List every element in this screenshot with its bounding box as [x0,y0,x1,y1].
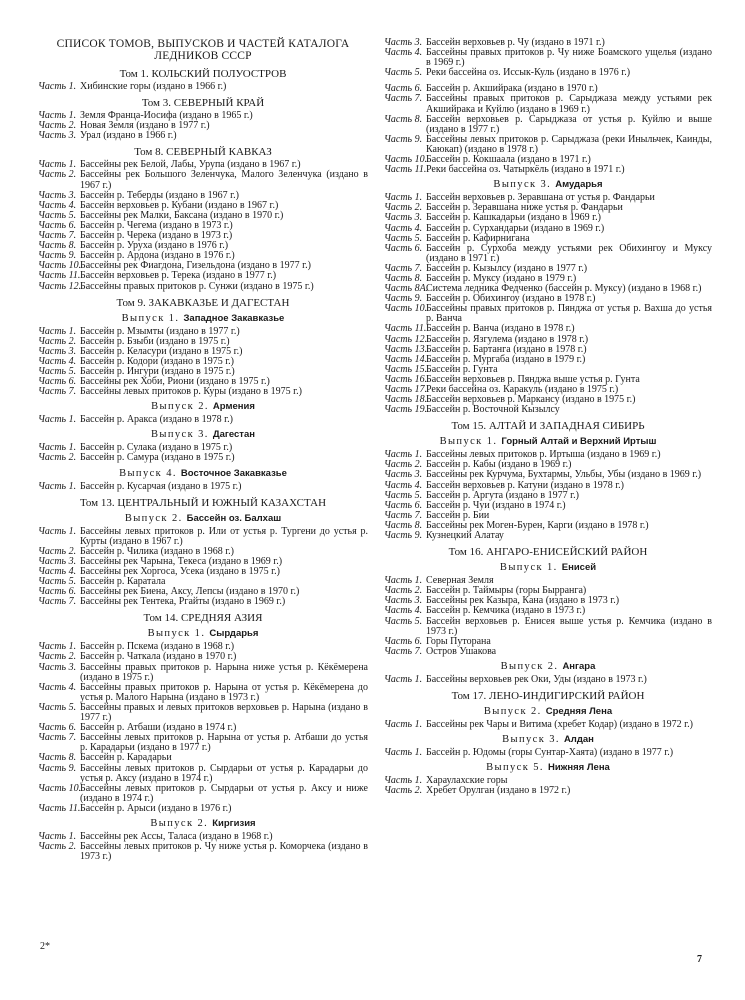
part-label: Часть 3. [384,595,423,607]
issue-name: Дагестан [212,429,255,441]
volume-heading: Том 17. ЛЕНО-ИНДИГИРСКИЙ РАЙОН [451,689,645,702]
part-text: Бассейн р. Восточной Кызылсу [426,404,560,416]
part-text: Бассейны левых притоков р. Или от устья р. Тургени до устья р. Курты (издано в 1967 г.) [80,525,368,547]
volume-heading: Том 8. СЕВЕРНЫЙ КАВКАЗ [134,146,272,159]
part-label: Часть 7. [384,509,423,521]
volume-section [384,546,712,685]
part-text: Бассейн р. Кемчика (издано в 1973 г.) [426,605,586,617]
part-text: Бассейн р. Гунта [426,363,498,375]
part-text: Бассейны рек Курчума, Бухтармы, Ульбы, Убы (издано в 1969 г.) [426,469,702,481]
part-text: Бассейн верховьев р. Кубани (издано в 1967 г.) [80,199,279,211]
volume-heading: Том 1. КОЛЬСКИЙ ПОЛУОСТРОВ [119,68,287,80]
issue-name: Нижняя Лена [547,762,610,774]
part-label: Часть 16. [384,373,428,385]
issue-heading [38,818,368,830]
part-label: Часть 3. [38,130,77,142]
issue-heading [384,562,712,574]
part-text: Земля Франца-Иосифа (издано в 1965 г.) [80,110,253,122]
part-entry [384,647,712,657]
part-label: Часть 12. [384,333,428,345]
part-label: Часть 2. [384,585,423,597]
part-label: Часть 9. [384,293,423,305]
part-text: Бассейны левых притоков р. Нарына от устья р. Атбаши до устья р. Карадарьи (издано в 1977 г.) [80,732,368,754]
issue-heading [384,706,712,718]
part-entry [38,804,368,814]
part-label: Часть 8А. [384,283,429,295]
part-text: Бассейн р. Каратала [80,576,166,588]
issue-name: Средняя Лена [545,705,613,717]
part-label: Часть 11. [384,164,427,176]
part-text: Бассейн р. Ингури (издано в 1975 г.) [80,365,235,377]
part-entry [38,764,368,784]
part-label: Часть 4. [384,47,423,59]
part-text: Бассейны рек Тентека, Ргайты (издано в 1969 г.) [80,596,286,608]
volume-heading: Том 3. СЕВЕРНЫЙ КРАЙ [141,97,265,110]
part-label: Часть 1. [384,192,423,204]
part-entry [38,82,368,92]
part-label: Часть 4. [384,479,423,491]
part-label: Часть 1. [38,641,77,653]
part-label: Часть 7. [384,93,423,105]
part-label: Часть 10. [384,154,428,166]
part-text: Бассейн р. Сурхоба между устьями рек Обихингоу и Муксу (издано в 1971 г.) [426,242,712,264]
part-text: Бассейн р. Сурхандарьи (издано в 1969 г.) [426,222,605,234]
part-label: Часть 1. [384,673,423,685]
part-label: Часть 6. [38,586,77,598]
part-label: Часть 1. [38,480,77,492]
part-label: Часть 3. [384,469,423,481]
issue-heading [38,313,368,325]
part-text: Бассейны рек Моген-Бурен, Карги (издано в 1978 г.) [426,519,649,531]
part-text: Бассейн р. Бии [426,509,490,521]
issue-name: Амударья [555,179,603,191]
part-text: Горы Путорана [426,635,491,647]
issue-number: Выпуск 1. [439,436,498,448]
part-label: Часть 4. [38,681,77,693]
part-label: Часть 1. [384,575,423,587]
issue-heading [38,429,368,441]
part-text: Бассейны правых притоков р. Нарына от устья р. Кёкёмерена до устья р. Малого Нарына (издано в 1973 г.) [80,681,368,703]
part-text: Бассейны левых притоков р. Сарыджаза (реки Иныльчек, Каинды, Каюкап) (издано в 1978 г.) [426,133,712,155]
part-text: Бассейн р. Юдомы (горы Сунтар-Хаята) (издано в 1977 г.) [426,747,674,759]
issue-number: Выпуск 2. [483,705,542,717]
part-entry [384,244,712,264]
part-label: Часть 8. [384,113,423,125]
part-label: Часть 5. [384,232,423,244]
part-label: Часть 2. [384,202,423,214]
part-entry [38,131,368,141]
part-text: Бассейн р. Арыси (издано в 1976 г.) [80,802,232,814]
part-label: Часть 2. [38,651,77,663]
part-label: Часть 1. [384,747,423,759]
part-label: Часть 5. [384,489,423,501]
part-text: Бассейн р. Теберды (издано в 1967 г.) [80,189,239,201]
part-text: Бассейны рек Ассы, Таласа (издано в 1968 г.) [80,830,273,842]
part-text: Бассейны правых притоков р. Сунжи (издано в 1975 г.) [80,280,314,292]
part-label: Часть 14. [384,353,428,365]
part-entry [38,663,368,683]
part-text: Бассейн р. Ардона (издано в 1976 г.) [80,250,235,262]
issue-number: Выпуск 3. [493,179,552,191]
part-label: Часть 6. [38,376,77,388]
part-label: Часть 4. [384,605,423,617]
part-text: Бассейн р. Язгулема (издано в 1978 г.) [426,333,589,345]
part-text: Остров Ушакова [426,645,497,657]
part-text: Бассейн р. Ванча (издано в 1978 г.) [426,323,575,335]
part-label: Часть 2. [38,841,77,853]
part-label: Часть 3. [38,555,77,567]
part-label: Часть 19. [384,404,428,416]
volume-heading: Том 16. АНГАРО-ЕНИСЕЙСКИЙ РАЙОН [448,546,648,559]
part-entry [384,748,712,758]
part-text: Бассейн р. Акшийрака (издано в 1970 г.) [426,83,598,95]
part-text: Бассейны рек Большого Зеленчука, Малого Зеленчука (издано в 1967 г.) [80,169,368,191]
part-label: Часть 8. [384,519,423,531]
part-text: Бассейн р. Аракса (издано в 1978 г.) [80,414,233,426]
part-text: Бассейн р. Чилика (издано в 1968 г.) [80,545,235,557]
part-entry [384,135,712,155]
volume-section [38,297,368,492]
part-text: Бассейн верховьев р. Чу (издано в 1971 г.) [426,37,605,48]
volume-heading: Том 13. ЦЕНТРАЛЬНЫЙ И ЮЖНЫЙ КАЗАХСТАН [79,496,327,509]
part-label: Часть 5. [38,365,77,377]
part-label: Часть 1. [38,830,77,842]
part-text: Бассейн р. Мургаба (издано в 1979 г.) [426,353,586,365]
part-label: Часть 9. [38,250,77,262]
part-label: Часть 2. [384,459,423,471]
part-text: Бассейны левых притоков р. Сырдарьи от устья р. Карадарьи до устья р. Аксу (издано в 1974 г.) [80,762,368,784]
part-label: Часть 6. [384,499,423,511]
issue-name: Алдан [563,734,594,746]
part-label: Часть 7. [38,596,77,608]
part-text: Бассейны рек Чарына, Текеса (издано в 1969 г.) [80,555,283,567]
issue-number: Выпуск 1. [147,628,206,640]
part-text: Бассейн р. Аргута (издано в 1977 г.) [426,489,579,501]
issue-number: Выпуск 5. [486,762,544,774]
part-label: Часть 6. [38,219,77,231]
part-entry [384,531,712,541]
part-label: Часть 4. [384,222,423,234]
part-label: Часть 5. [38,209,77,221]
issue-number: Выпуск 2. [150,817,209,829]
issue-number: Выпуск 2. [124,512,183,524]
part-text: Бассейн р. Кызылсу (издано в 1977 г.) [426,262,588,274]
part-text: Система ледника Федченко (бассейн р. Муксу) (издано в 1968 г.) [426,283,702,295]
part-entry [38,415,368,425]
part-entry [384,94,712,114]
part-text: Бассейн р. Уруха (издано в 1976 г.) [80,240,229,252]
part-text: Бассейн р. Кусарчая (издано в 1975 г.) [80,480,242,492]
part-entry [38,683,368,703]
part-text: Бассейн р. Черека (издано в 1973 г.) [80,230,233,242]
part-text: Бассейн р. Бзыби (издано в 1975 г.) [80,335,230,347]
part-text: Бассейн верховьев р. Пянджа выше устья р. Гунта [426,373,640,385]
part-label: Часть 1. [38,81,77,92]
part-text: Бассейны правых притоков р. Сарыджаза между устьями рек Акшийрака и Куйлю (издано в 1969 г.) [426,93,712,115]
part-entry [384,675,712,685]
part-label: Часть 9. [38,762,77,774]
part-label: Часть 11. [38,802,81,814]
part-text: Новая Земля (издано в 1977 г.) [80,120,210,132]
part-text: Бассейны левых притоков р. Сырдарьи от устья р. Аксу и ниже (издано в 1974 г.) [80,782,368,804]
part-label: Часть 8. [384,272,423,284]
part-entry [38,282,368,292]
issue-heading [38,401,368,413]
part-text: Северная Земля [426,575,494,587]
part-label: Часть 7. [384,262,423,274]
part-entry [384,165,712,175]
issue-heading [384,436,712,448]
part-text: Бассейн верховьев р. Енисея выше устья р. Кемчика (издано в 1973 г.) [426,615,712,637]
part-text: Бассейн р. Кабы (издано в 1969 г.) [426,459,572,471]
part-label: Часть 1. [38,159,77,171]
part-text: Бассейн верховьев р. Терека (издано в 1977 г.) [80,270,277,282]
part-entry [384,786,712,796]
part-label: Часть 1. [384,718,423,730]
part-text: Бассейн р. Келасури (издано в 1975 г.) [80,345,243,357]
issue-name: Бассейн оз. Балхаш [186,512,282,524]
part-text: Бассейн р. Чегема (издано в 1973 г.) [80,219,233,231]
issue-heading [384,762,712,774]
volume-heading: Том 15. АЛТАЙ И ЗАПАДНАЯ СИБИРЬ [451,420,645,433]
part-entry [38,482,368,492]
issue-number: Выпуск 1. [121,312,180,324]
part-text: Хараулахские горы [426,775,508,787]
part-text: Бассейны правых притоков р. Пянджа от устья р. Вахша до устья р. Ванча [426,303,712,325]
issue-name: Западное Закавказье [183,312,285,324]
part-label: Часть 10. [384,303,428,315]
part-text: Бассейны левых притоков р. Иртыша (издано в 1969 г.) [426,449,661,461]
part-label: Часть 10. [38,782,82,794]
part-label: Часть 10. [38,260,82,272]
volume-section [384,38,712,415]
part-label: Часть 7. [38,386,77,398]
issue-number: Выпуск 3. [502,734,560,746]
part-label: Часть 13. [384,343,428,355]
issue-heading [384,179,712,191]
part-label: Часть 5. [384,615,423,627]
part-label: Часть 7. [384,645,423,657]
part-label: Часть 5. [38,701,77,713]
issue-number: Выпуск 1. [499,562,558,574]
part-text: Бассейн р. Бартанга (издано в 1978 г.) [426,343,587,355]
part-entry [38,733,368,753]
part-text: Бассейны рек Хоргоса, Усека (издано в 1975 г.) [80,566,280,577]
part-text: Бассейны правых и левых притоков верховьев р. Нарына (издано в 1977 г.) [80,701,368,724]
part-label: Часть 4. [38,355,77,367]
part-label: Часть 12. [38,280,82,292]
issue-name: Киргизия [212,817,256,829]
left-column [38,38,368,862]
part-label: Часть 17. [384,384,428,395]
part-label: Часть 3. [38,189,77,201]
part-label: Часть 11. [38,270,81,282]
right-column-body [384,38,712,796]
issue-name: Восточное Закавказье [180,467,287,479]
part-text: Бассейн р. Сулака (издано в 1975 г.) [80,442,233,454]
part-label: Часть 8. [38,752,77,764]
part-label: Часть 2. [38,120,77,132]
part-label: Часть 7. [38,732,77,744]
issue-number: Выпуск 3. [151,429,209,441]
part-entry [384,68,712,78]
part-text: Реки бассейна оз. Иссык-Куль (издано в 1976 г.) [426,67,631,79]
part-entry [384,304,712,324]
part-text: Бассейн верховьев р. Зеравшана от устья р. Фандарьи [426,192,655,204]
issue-heading [384,661,712,673]
volume-heading: Том 14. СРЕДНЯЯ АЗИЯ [143,612,263,625]
part-entry [384,115,712,135]
part-label: Часть 6. [384,83,423,95]
part-text: Бассейн р. Таймыры (горы Бырранга) [426,585,587,597]
volume-section [38,97,368,141]
part-label: Часть 9. [384,530,423,542]
part-label: Часть 5. [384,67,423,79]
part-text: Бассейн верховьев р. Катуни (издано в 1978 г.) [426,479,624,491]
part-label: Часть 4. [38,566,77,577]
part-label: Часть 18. [384,394,428,406]
issue-number: Выпуск 4. [119,467,177,479]
issue-name: Армения [212,401,255,413]
part-label: Часть 2. [38,452,77,464]
part-text: Бассейн верховьев р. Маркансу (издано в 1975 г.) [426,394,636,406]
part-text: Бассейн р. Самура (издано в 1975 г.) [80,452,235,464]
volume-section [38,612,368,862]
right-column [384,38,712,796]
part-text: Хибинские горы (издано в 1966 г.) [80,81,227,92]
part-text: Бассейн р. Обихингоу (издано в 1978 г.) [426,293,596,305]
part-entry [38,387,368,397]
part-entry [384,405,712,415]
part-label: Часть 5. [38,576,77,588]
part-text: Бассейн р. Кашкадарьи (издано в 1969 г.) [426,212,601,224]
part-text: Бассейны левых притоков р. Чу ниже устья р. Коморчека (издано в 1973 г.) [80,841,368,863]
page-title: СПИСОК ТОМОВ, ВЫПУСКОВ И ЧАСТЕЙ КАТАЛОГА ЛЕДНИКОВ СССР [56,38,350,62]
issue-number: Выпуск 2. [151,401,209,413]
part-text: Бассейн р. Пскема (издано в 1968 г.) [80,641,235,653]
part-text: Бассейн р. Кокшаала (издано в 1971 г.) [426,154,591,166]
part-label: Часть 1. [384,449,423,461]
part-entry [384,617,712,637]
part-text: Реки бассейна оз. Чатыркёль (издано в 1971 г.) [426,164,625,176]
part-text: Бассейн р. Атбаши (издано в 1974 г.) [80,722,237,734]
part-text: Бассейны рек Чары и Витима (хребет Кодар) (издано в 1972 г.) [426,718,693,730]
issue-heading [38,468,368,480]
part-label: Часть 3. [38,345,77,357]
part-text: Бассейны правых притоков р. Чу ниже Боамского ущелья (издано в 1969 г.) [426,47,712,69]
part-text: Бассейн верховьев р. Сарыджаза от устья р. Куйлю и выше (издано в 1977 г.) [426,113,712,135]
part-label: Часть 1. [38,325,77,337]
part-entry [384,720,712,730]
part-label: Часть 6. [384,242,423,254]
part-label: Часть 11. [384,323,427,335]
part-entry [38,597,368,607]
part-entry [38,842,368,862]
part-text: Реки бассейна оз. Каракуль (издано в 1975 г.) [426,384,619,395]
part-label: Часть 2. [38,169,77,181]
part-label: Часть 9. [384,133,423,145]
part-text: Бассейны рек Биена, Аксу, Лепсы (издано в 1970 г.) [80,586,300,598]
issue-name: Ангара [562,660,596,672]
part-text: Бассейн р. Кодори (издано в 1975 г.) [80,355,234,367]
part-text: Хребет Орулган (издано в 1972 г.) [426,785,571,797]
part-label: Часть 4. [38,199,77,211]
volume-section [38,68,368,92]
part-entry [38,170,368,190]
part-text: Бассейны рек Хоби, Риони (издано в 1975 г.) [80,376,270,388]
part-label: Часть 1. [384,775,423,787]
left-column-body [38,68,368,862]
issue-name: Горный Алтай и Верхний Иртыш [501,436,657,448]
part-entry [384,48,712,68]
issue-number: Выпуск 2. [500,660,559,672]
issue-name: Енисей [561,562,597,574]
part-label: Часть 7. [38,230,77,242]
part-text: Бассейн р. Муксу (издано в 1979 г.) [426,272,577,284]
part-label: Часть 3. [384,37,423,48]
part-label: Часть 2. [38,545,77,557]
page-number: 7 [697,954,702,965]
part-entry [38,527,368,547]
part-text: Бассейн р. Кафирнигана [426,232,530,244]
part-text: Бассейн р. Карадарьи [80,752,172,764]
part-text: Кузнецкий Алатау [426,530,504,542]
part-text: Урал (издано в 1966 г.) [80,130,177,142]
part-text: Бассейн р. Зеравшана ниже устья р. Фандарьи [426,202,623,214]
issue-heading [38,628,368,640]
part-entry [38,784,368,804]
part-text: Бассейн р. Чаткала (издано в 1970 г.) [80,651,237,663]
volume-section [384,690,712,796]
volume-heading: Том 9. ЗАКАВКАЗЬЕ И ДАГЕСТАН [116,296,290,309]
part-text: Бассейны правых притоков р. Нарына ниже устья р. Кёкёмерена (издано в 1975 г.) [80,661,368,683]
part-text: Бассейны рек Белой, Лабы, Урупа (издано в 1967 г.) [80,159,301,171]
issue-name: Сырдарья [209,628,259,640]
part-text: Бассейн р. Мзымты (издано в 1977 г.) [80,325,240,337]
part-label: Часть 15. [384,363,428,375]
volume-section [38,497,368,608]
volume-section [38,146,368,291]
part-label: Часть 1. [38,442,77,454]
part-entry [38,703,368,723]
part-label: Часть 1. [38,414,77,426]
part-text: Бассейн р. Чуи (издано в 1974 г.) [426,499,566,511]
part-text: Бассейны рек Малки, Баксана (издано в 1970 г.) [80,209,284,221]
signature-mark: 2* [40,941,50,952]
part-text: Бассейны рек Казыра, Кана (издано в 1973 г.) [426,595,620,607]
issue-heading [384,734,712,746]
part-label: Часть 1. [38,525,77,537]
issue-heading [38,513,368,525]
volume-section [384,420,712,541]
part-label: Часть 8. [38,240,77,252]
part-label: Часть 3. [38,661,77,673]
part-text: Бассейны рек Фиагдона, Гизельдона (издано в 1977 г.) [80,260,311,272]
part-entry [38,453,368,463]
part-text: Бассейны верховьев рек Оки, Уды (издано в 1973 г.) [426,673,647,685]
part-label: Часть 1. [38,110,77,122]
part-label: Часть 2. [384,785,423,797]
part-label: Часть 6. [384,635,423,647]
part-label: Часть 3. [384,212,423,224]
part-text: Бассейны левых притоков р. Куры (издано в 1975 г.) [80,386,302,398]
part-label: Часть 6. [38,722,77,734]
part-label: Часть 2. [38,335,77,347]
